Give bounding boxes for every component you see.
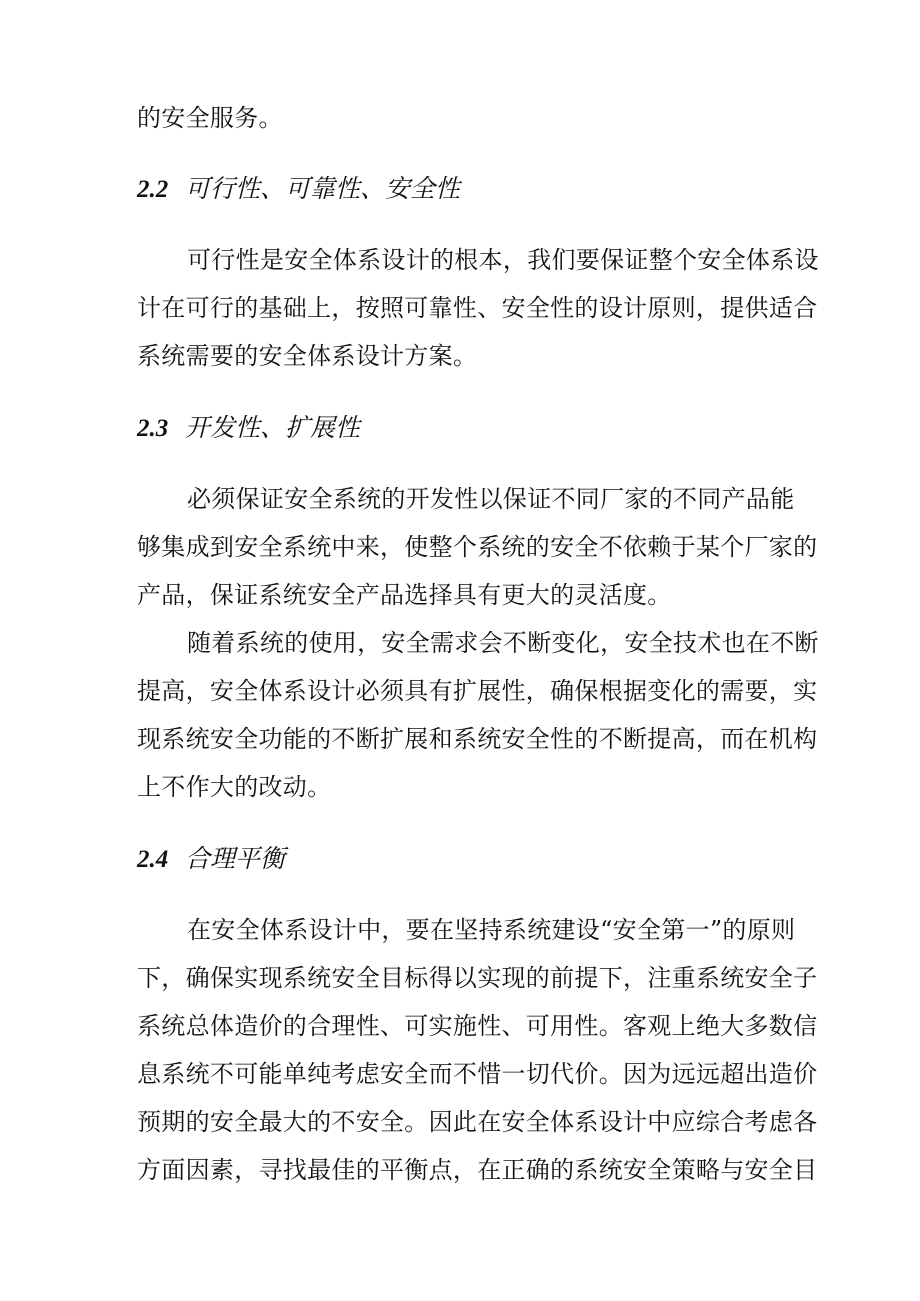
body-line: 预期的安全最大的不安全。因此在安全体系设计中应综合考虑各 xyxy=(137,1108,818,1136)
section-number: 2.3 xyxy=(137,415,169,442)
section-number: 2.2 xyxy=(137,176,169,203)
body-line: 方面因素，寻找最佳的平衡点，在正确的系统安全策略与安全目 xyxy=(137,1156,818,1184)
section-number: 2.4 xyxy=(137,846,169,873)
section-heading-2-2 xyxy=(137,174,460,205)
section-title: 开发性、扩展性 xyxy=(185,413,361,442)
body-line: 现系统安全功能的不断扩展和系统安全性的不断提高，而在机构 xyxy=(137,725,818,753)
body-line: 的安全服务。 xyxy=(137,104,283,132)
body-line: 系统需要的安全体系设计方案。 xyxy=(137,342,478,370)
body-line: 产品，保证系统安全产品选择具有更大的灵活度。 xyxy=(137,581,672,609)
body-line: 在安全体系设计中，要在坚持系统建设“安全第一”的原则 xyxy=(187,916,796,944)
body-line: 提高，安全体系设计必须具有扩展性，确保根据变化的需要，实 xyxy=(137,677,818,705)
body-line: 计在可行的基础上，按照可靠性、安全性的设计原则，提供适合 xyxy=(137,294,818,322)
section-heading-2-4 xyxy=(137,844,285,875)
body-line: 上不作大的改动。 xyxy=(137,773,332,801)
section-heading-2-3 xyxy=(137,413,360,444)
body-line: 必须保证安全系统的开发性以保证不同厂家的不同产品能 xyxy=(187,485,795,513)
body-line: 可行性是安全体系设计的根本，我们要保证整个安全体系设 xyxy=(187,246,819,274)
section-title: 合理平衡 xyxy=(185,844,286,873)
body-line: 系统总体造价的合理性、可实施性、可用性。客观上绝大多数信 xyxy=(137,1012,818,1040)
section-title: 可行性、可靠性、安全性 xyxy=(185,174,461,203)
body-line: 够集成到安全系统中来，使整个系统的安全不依赖于某个厂家的 xyxy=(137,533,818,561)
body-line: 下，确保实现系统安全目标得以实现的前提下，注重系统安全子 xyxy=(137,964,818,992)
body-line: 随着系统的使用，安全需求会不断变化，安全技术也在不断 xyxy=(187,629,819,657)
body-line: 息系统不可能单纯考虑安全而不惜一切代价。因为远远超出造价 xyxy=(137,1060,818,1088)
